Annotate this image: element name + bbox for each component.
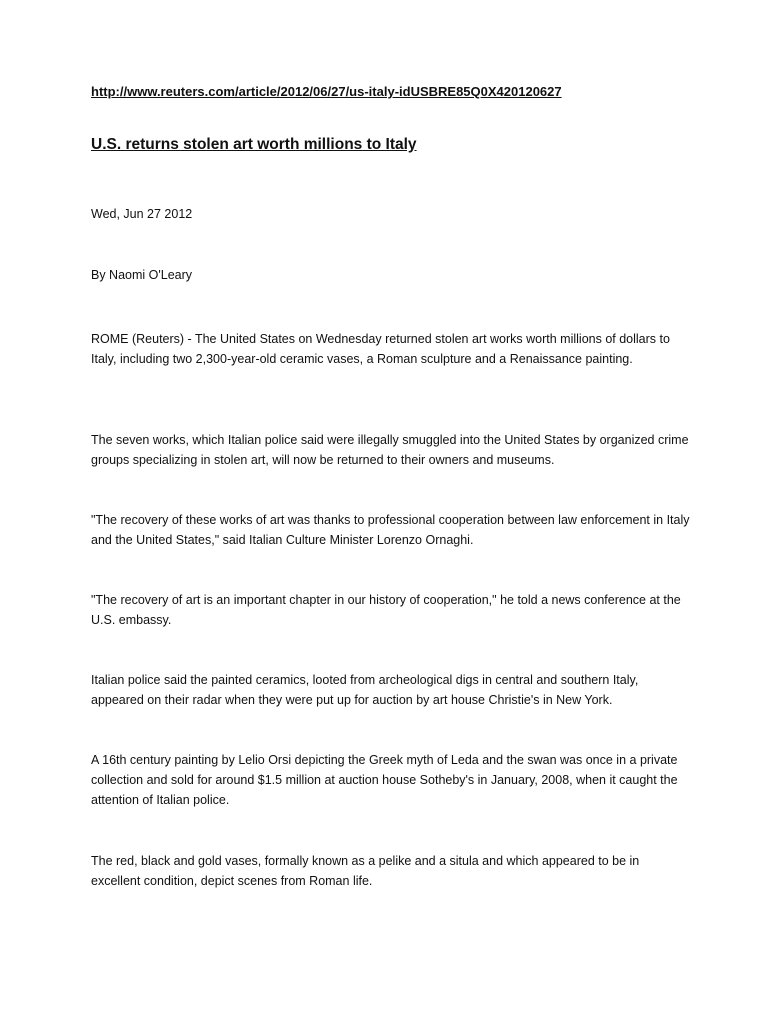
- article-paragraph: The seven works, which Italian police said were illegally smuggled into the United States by organized crime groups specializing in stolen art, will now be returned to their owners and museums.: [91, 433, 689, 467]
- article-headline: U.S. returns stolen art worth millions to Italy: [91, 136, 417, 153]
- article-date: Wed, Jun 27 2012: [91, 207, 193, 221]
- article-paragraph: Italian police said the painted ceramics, looted from archeological digs in central and southern Italy, appeared on their radar when they were put up for auction by art house Christie's in New York.: [91, 673, 639, 707]
- article-paragraph: ROME (Reuters) - The United States on Wednesday returned stolen art works worth millions of dollars to Italy, including two 2,300-year-old ceramic vases, a Roman sculpture and a Renaissance painting.: [91, 332, 670, 366]
- article-paragraph: A 16th century painting by Lelio Orsi depicting the Greek myth of Leda and the swan was once in a private collection and sold for around $1.5 million at auction house Sotheby's in January, 2008, when it caught the attention of Italian police.: [91, 753, 678, 807]
- article-paragraph: "The recovery of art is an important chapter in our history of cooperation," he told a news conference at the U.S. embassy.: [91, 593, 681, 627]
- article-byline: By Naomi O'Leary: [91, 268, 193, 282]
- article-paragraph: The red, black and gold vases, formally known as a pelike and a situla and which appeared to be in excellent condition, depict scenes from Roman life.: [91, 854, 640, 888]
- source-url-link[interactable]: http://www.reuters.com/article/2012/06/27/us-italy-idUSBRE85Q0X420120627: [91, 84, 562, 99]
- article-paragraph: "The recovery of these works of art was thanks to professional cooperation between law enforcement in Italy and the United States," said Italian Culture Minister Lorenzo Ornaghi.: [91, 513, 690, 547]
